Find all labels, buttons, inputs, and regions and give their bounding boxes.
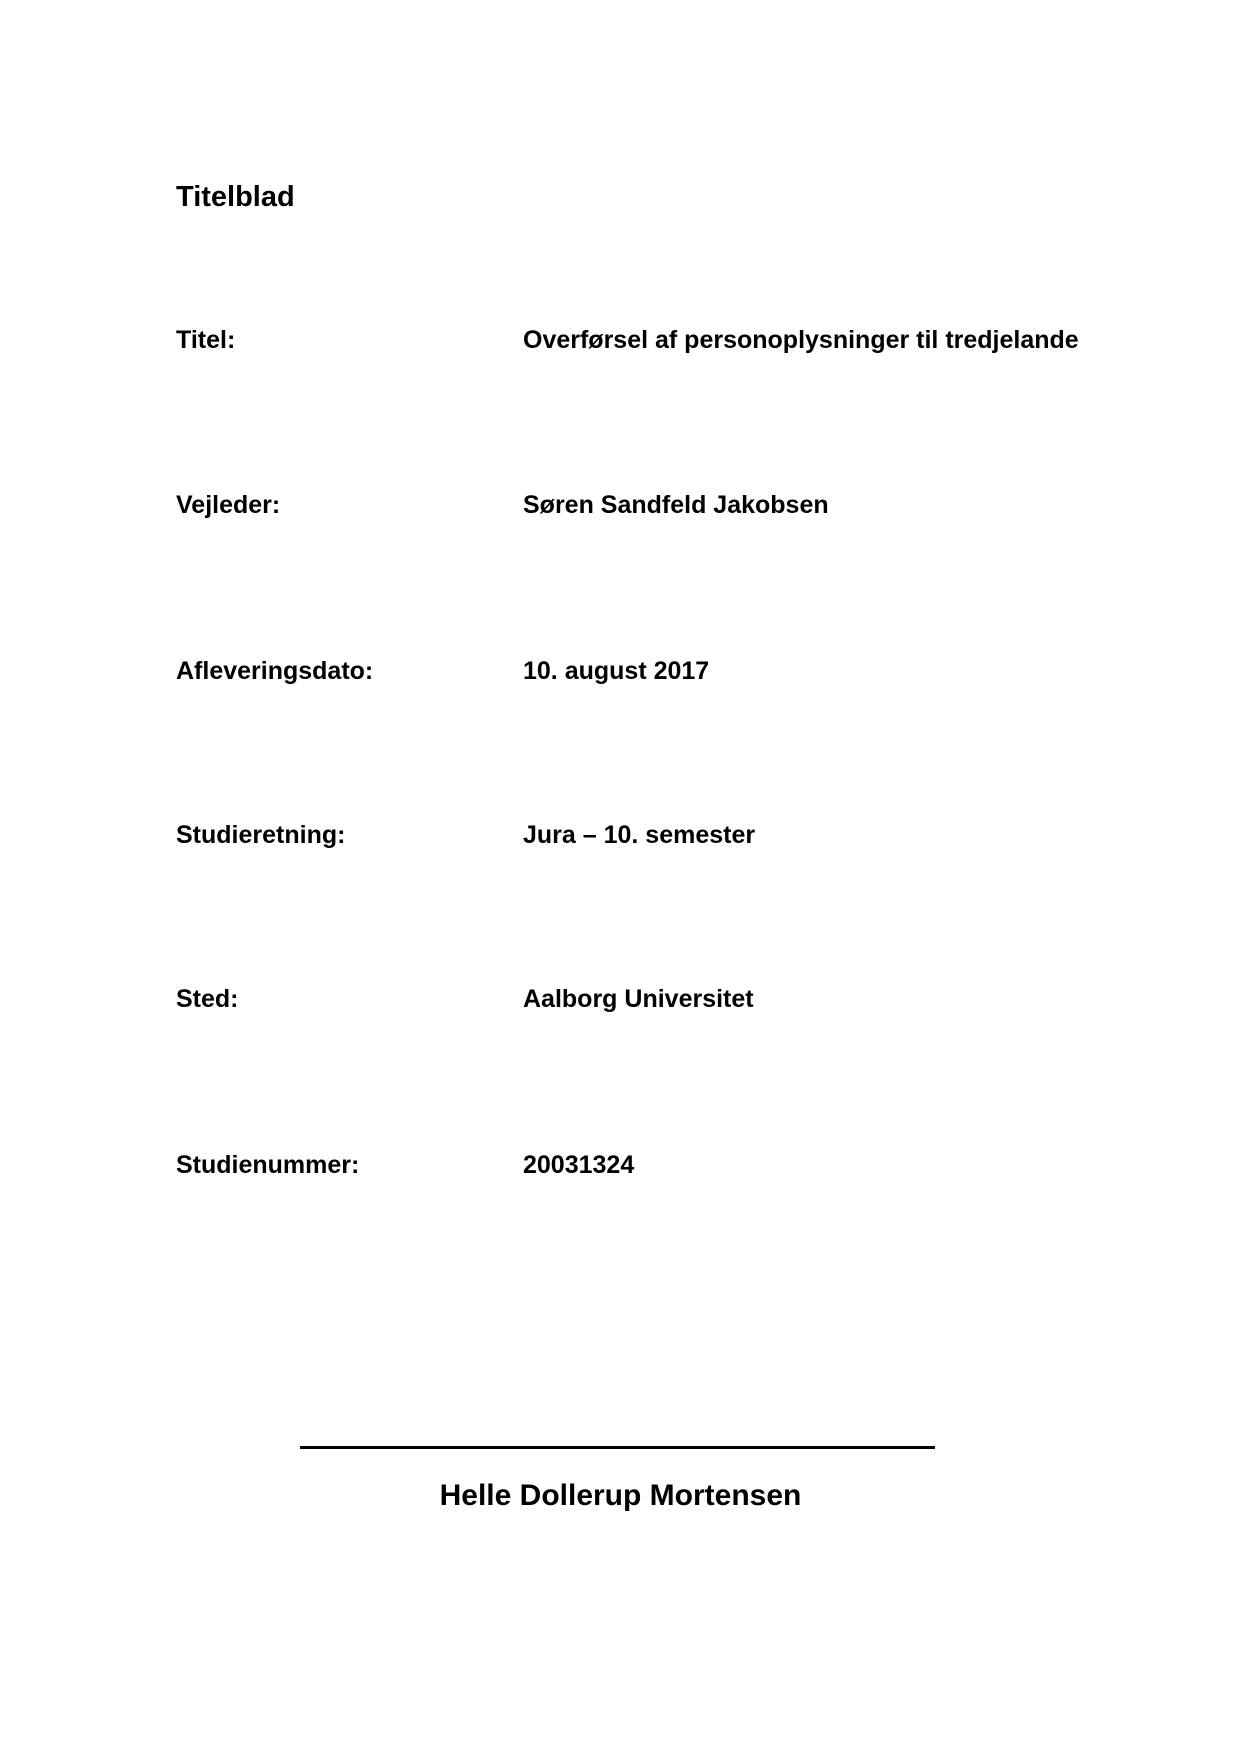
field-row-study-programme — [176, 818, 1136, 852]
field-label-place: Sted: — [176, 985, 239, 1013]
signature-name: Helle Dollerup Mortensen — [439, 1479, 802, 1512]
field-label-student-number: Studienummer: — [176, 1151, 360, 1179]
field-value-study-programme: Jura – 10. semester — [523, 821, 756, 849]
field-value-title: Overførsel af personoplysninger til tredjelande — [523, 326, 1079, 354]
field-label-study-programme: Studieretning: — [176, 821, 346, 849]
field-row-title — [176, 323, 1136, 357]
field-value-supervisor: Søren Sandfeld Jakobsen — [523, 491, 829, 519]
field-label-supervisor: Vejleder: — [176, 491, 281, 519]
field-value-student-number: 20031324 — [523, 1151, 635, 1179]
field-label-title: Titel: — [176, 326, 236, 354]
field-row-student-number — [176, 1148, 1136, 1182]
field-value-place: Aalborg Universitet — [523, 985, 754, 1013]
field-row-supervisor — [176, 488, 1136, 522]
field-label-submission-date: Afleveringsdato: — [176, 657, 374, 685]
field-row-submission-date — [176, 654, 1136, 688]
field-row-place — [176, 982, 1136, 1016]
signature-line — [300, 1446, 935, 1449]
page-heading: Titelblad — [176, 181, 295, 213]
field-value-submission-date: 10. august 2017 — [523, 657, 710, 685]
